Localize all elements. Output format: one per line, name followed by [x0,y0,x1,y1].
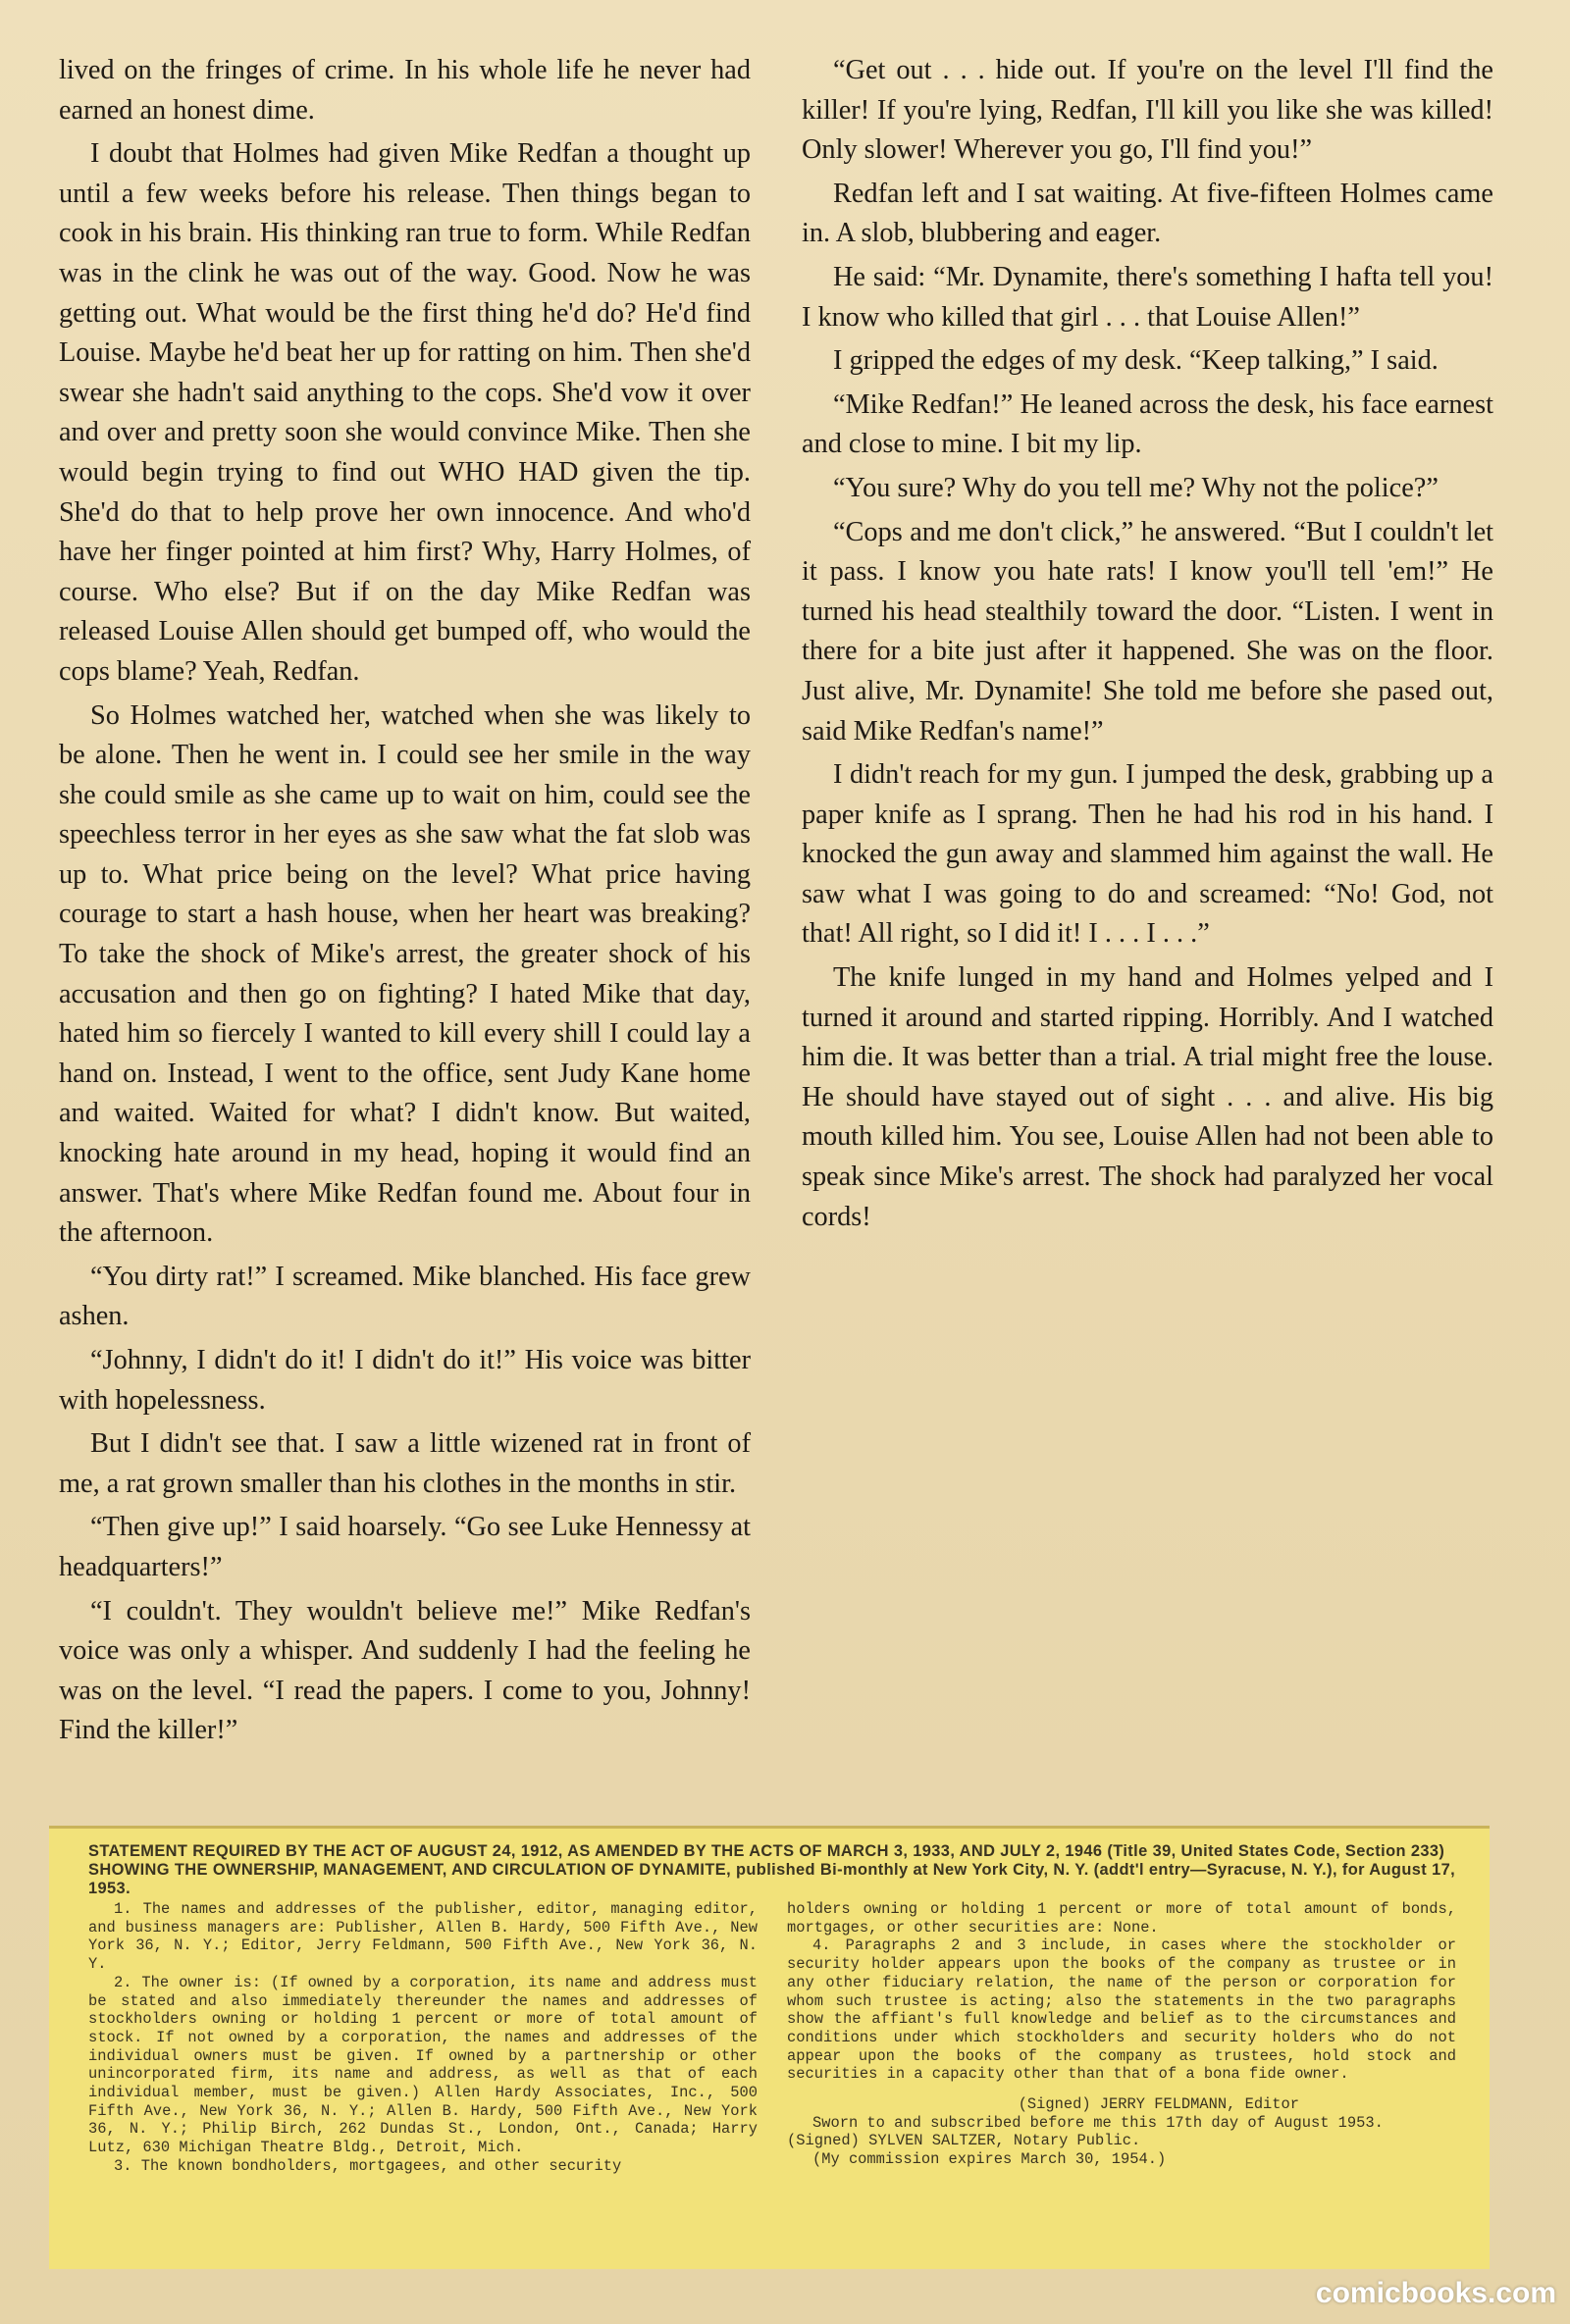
story-paragraph: Redfan left and I sat waiting. At five-fifteen Holmes came in. A slob, blubbering and eager. [802,178,1493,249]
statement-item-continued: holders owning or holding 1 percent or more of total amount of bonds, mortgages, or other securities are: None. [787,1900,1456,1937]
statement-columns [88,1900,1456,2176]
story-paragraph: “I couldn't. They wouldn't believe me!” Mike Redfan's voice was only a whisper. And suddenly I had the feeling he was on the level. “I read the papers. I come to you, Johnny! Find the killer!” [59,1595,751,1746]
statement-right-column [787,1900,1456,2176]
story-paragraph: He said: “Mr. Dynamite, there's something I hafta tell you! I know who killed that girl . . . that Louise Allen!” [802,261,1493,333]
statement-item: 2. The owner is: (If owned by a corporation, its name and address must be stated and also immediately thereunder the names and addresses of stockholders owning or holding 1 percent or more of total amount of stock. If not owned by a corporation, the names and addresses of the individual owners must be given. If owned by a partnership or other unincorporated firm, its name and address, as well as that of each individual member, must be given.) Allen Hardy Associates, Inc., 500 Fifth Ave., New York 36, N. Y.; Allen B. Hardy, 500 Fifth Ave., New York 36, N. Y.; Philip Birch, 262 Dundas St., London, Ont., Canada; Harry Lutz, 630 Michigan Theatre Bldg., Detroit, Mich. [88,1973,758,2157]
watermark: comicbooks.com [1315,2277,1556,2309]
signature-block [787,2095,1456,2169]
story-paragraph: I doubt that Holmes had given Mike Redfan a thought up until a few weeks before his release. Then things began to cook in his brain. His thinking ran true to form. While Redfan was in the clink he was out of the way. Good. Now he was getting out. What would be the first thing he'd do? He'd find Louise. Maybe he'd beat her up for ratting on him. Then she'd swear she hadn't said anything to the cops. She'd vow it over and over and pretty soon she would convince Mike. Then she would begin trying to find out WHO HAD given the tip. She'd do that to help prove her own innocence. And who'd have her finger pointed at him first? Why, Harry Holmes, of course. Who else? But if on the day Mike Redfan was released Louise Allen should get bumped off, who would the cops blame? Yeah, Redfan. [59,138,751,687]
story-paragraph: I didn't reach for my gun. I jumped the desk, grabbing up a paper knife as I sprang. Then he had his rod in his hand. I knocked the gun away and slammed him against the wall. He saw what I was going to do and screamed: “No! God, not that! All right, so I did it! I . . . I . . .” [802,759,1493,950]
story-paragraph: “You sure? Why do you tell me? Why not the police?” [833,472,1439,503]
story-paragraph: I gripped the edges of my desk. “Keep talking,” I said. [833,345,1439,377]
story-paragraph: “You dirty rat!” I screamed. Mike blanched. His face grew ashen. [59,1261,751,1332]
ownership-statement-box [49,1826,1490,2269]
statement-item: 3. The known bondholders, mortgagees, and other security [114,2156,622,2175]
story-paragraph: “Cops and me don't click,” he answered. “But I couldn't let it pass. I know you hate rats! I know you'll tell 'em!” He turned his head stealthily toward the door. “Listen. I went in there for a bite just after it happened. She was on the floor. Just alive, Mr. Dynamite! She told me before she pased out, said Mike Redfan's name!” [802,516,1493,747]
statement-item: 1. The names and addresses of the publisher, editor, managing editor, and business managers are: Publisher, Allen B. Hardy, 500 Fifth Ave., New York 36, N. Y.; Editor, Jerry Feldmann, 500 Fifth Ave., New York 36, N. Y. [88,1900,758,1974]
story-paragraph: “Then give up!” I said hoarsely. “Go see Luke Hennessy at headquarters!” [59,1512,751,1582]
statement-left-column [88,1900,758,2176]
signed-editor: (Signed) JERRY FELDMANN, Editor [1018,2095,1299,2114]
story-text [59,51,1493,1827]
story-paragraph: “Johnny, I didn't do it! I didn't do it!” His voice was bitter with hopelessness. [59,1345,751,1416]
story-paragraph: lived on the fringes of crime. In his whole life he never had earned an honest dime. [59,55,751,126]
story-paragraph: “Get out . . . hide out. If you're on the level I'll find the killer! If you're lying, Redfan, I'll kill you like she was killed! Only slower! Wherever you go, I'll find you!” [802,55,1493,166]
commission-expiry: (My commission expires March 30, 1954.) [812,2150,1167,2169]
statement-heading: STATEMENT REQUIRED BY THE ACT OF AUGUST 24, 1912, AS AMENDED BY THE ACTS OF MARCH 3, 1933, AND JULY 2, 1946 (Title 39, United States Code, Section 233) SHOWING THE OWNERSHIP, MANAGEMENT, AND CIRCULATION OF DYNAMITE, published Bi-monthly at New York City, N. Y. (addt'l entry—Syracuse, N. Y.), for August 17, 1953. [88,1842,1456,1897]
statement-item: 4. Paragraphs 2 and 3 include, in cases where the stockholder or security holder appears upon the books of the company as trustee or in any other fiduciary relation, the name of the person or corporation for whom such trustee is acting; also the statements in the two paragraphs show the affiant's full knowledge and belief as to the circumstances and conditions under which stockholders and security holders who do not appear upon the books of the company as trustees, hold stock and securities in a capacity other than that of a bona fide owner. [787,1937,1456,2084]
story-paragraph: But I didn't see that. I saw a little wizened rat in front of me, a rat grown smaller than his clothes in the months in stir. [59,1428,751,1499]
story-paragraph: The knife lunged in my hand and Holmes yelped and I turned it around and started ripping. Horribly. And I watched him die. It was better than a trial. A trial might free the louse. He should have stayed out of sight . . . and alive. His big mouth killed him. You see, Louise Allen had not been able to speak since Mike's arrest. The shock had paralyzed her vocal cords! [802,962,1493,1232]
story-paragraph: So Holmes watched her, watched when she was likely to be alone. Then he went in. I could see her smile in the way she could smile as she came up to wait on him, could see the speechless terror in her eyes as she saw what the fat slob was up to. What price being on the level? What price having courage to start a hash house, when her heart was breaking? To take the shock of Mike's arrest, the greater shock of his accusation and then go on fighting? I hated Mike that day, hated him so fiercely I wanted to kill every shill I could lay a hand on. Instead, I went to the office, sent Judy Kane home and waited. Waited for what? I didn't know. But waited, knocking hate around in my head, hoping it would find an answer. That's where Mike Redfan found me. About four in the afternoon. [59,699,751,1249]
story-paragraph: “Mike Redfan!” He leaned across the desk, his face earnest and close to mine. I bit my lip. [802,388,1493,460]
sworn-statement: Sworn to and subscribed before me this 17th day of August 1953. (Signed) SYLVEN SALTZER, Notary Public. [787,2113,1384,2150]
